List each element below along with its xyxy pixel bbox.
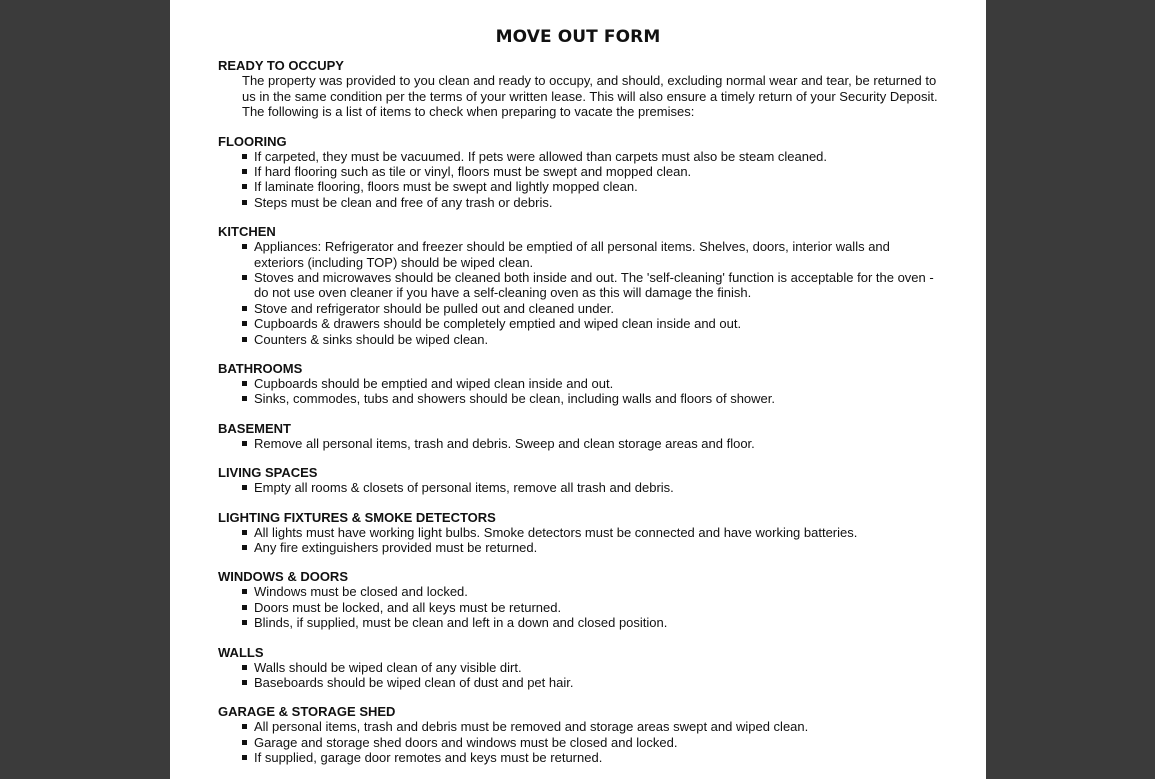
list-item-text: Cupboards & drawers should be completely emptied and wiped clean inside and out. bbox=[254, 316, 742, 332]
list-item bbox=[242, 525, 938, 540]
list-item-text: If supplied, garage door remotes and keys must be returned. bbox=[254, 750, 603, 766]
square-bullet-icon bbox=[242, 244, 247, 249]
list-item bbox=[242, 480, 938, 495]
section bbox=[218, 465, 938, 495]
square-bullet-icon bbox=[242, 337, 247, 342]
section-heading: WINDOWS & DOORS bbox=[218, 569, 348, 585]
list-item bbox=[242, 376, 938, 391]
square-bullet-icon bbox=[242, 154, 247, 159]
section bbox=[218, 645, 938, 691]
list-item bbox=[242, 164, 938, 179]
section bbox=[218, 58, 938, 120]
square-bullet-icon bbox=[242, 169, 247, 174]
list-item-text: If hard flooring such as tile or vinyl, floors must be swept and mopped clean. bbox=[254, 163, 692, 179]
section bbox=[218, 361, 938, 407]
section bbox=[218, 421, 938, 451]
section-heading: BASEMENT bbox=[218, 420, 291, 436]
list-item-text: Walls should be wiped clean of any visible dirt. bbox=[254, 659, 522, 675]
section bbox=[218, 134, 938, 211]
square-bullet-icon bbox=[242, 321, 247, 326]
list-item-text: If carpeted, they must be vacuumed. If pets were allowed than carpets must also be steam cleaned. bbox=[254, 148, 828, 164]
square-bullet-icon bbox=[242, 530, 247, 535]
square-bullet-icon bbox=[242, 306, 247, 311]
list-item bbox=[242, 332, 938, 347]
section bbox=[218, 224, 938, 347]
square-bullet-icon bbox=[242, 740, 247, 745]
list-item bbox=[242, 301, 938, 316]
section bbox=[218, 569, 938, 630]
list-item bbox=[242, 750, 938, 765]
list-item-text: Garage and storage shed doors and windows must be closed and locked. bbox=[254, 734, 678, 750]
list-item bbox=[242, 719, 938, 734]
section-heading: FLOORING bbox=[218, 133, 287, 149]
section bbox=[218, 704, 938, 765]
square-bullet-icon bbox=[242, 620, 247, 625]
page-content bbox=[218, 27, 938, 779]
square-bullet-icon bbox=[242, 485, 247, 490]
list-item bbox=[242, 735, 938, 750]
list-item-text: Remove all personal items, trash and debris. Sweep and clean storage areas and floor. bbox=[254, 435, 755, 451]
list-item bbox=[242, 270, 938, 301]
list-item bbox=[242, 179, 938, 194]
square-bullet-icon bbox=[242, 680, 247, 685]
section-heading: LIVING SPACES bbox=[218, 465, 318, 481]
square-bullet-icon bbox=[242, 396, 247, 401]
section-heading: READY TO OCCUPY bbox=[218, 58, 344, 73]
square-bullet-icon bbox=[242, 441, 247, 446]
list-item bbox=[242, 149, 938, 164]
square-bullet-icon bbox=[242, 724, 247, 729]
list-item-text: Doors must be locked, and all keys must be returned. bbox=[254, 599, 562, 615]
list-item-text: All personal items, trash and debris must be removed and storage areas swept and wiped clean. bbox=[254, 719, 809, 735]
section-heading: LIGHTING FIXTURES & SMOKE DETECTORS bbox=[218, 509, 496, 525]
checklist bbox=[218, 584, 938, 630]
list-item-text: If laminate flooring, floors must be swept and lightly mopped clean. bbox=[254, 179, 638, 195]
list-item bbox=[242, 600, 938, 615]
list-item bbox=[242, 391, 938, 406]
square-bullet-icon bbox=[242, 589, 247, 594]
checklist bbox=[218, 376, 938, 407]
section-heading: GARAGE & STORAGE SHED bbox=[218, 704, 396, 720]
document-page bbox=[170, 0, 986, 779]
checklist bbox=[218, 719, 938, 765]
list-item bbox=[242, 195, 938, 210]
checklist bbox=[218, 525, 938, 556]
section bbox=[218, 510, 938, 556]
list-item-text: Blinds, if supplied, must be clean and left in a down and closed position. bbox=[254, 615, 668, 631]
section-intro-paragraph: The property was provided to you clean and ready to occupy, and should, excluding normal wear and tear, be returned to us in the same condition per the terms of your written lease. This will also ensure a timely return of your Security Deposit. The following is a list of items to check when preparing to vacate the premises: bbox=[242, 73, 938, 119]
list-item-text: Steps must be clean and free of any trash or debris. bbox=[254, 194, 553, 210]
list-item-text: Appliances: Refrigerator and freezer should be emptied of all personal items. Shelves, doors, interior walls and exteriors (including TOP) should be wiped clean. bbox=[254, 239, 890, 270]
list-item-text: Cupboards should be emptied and wiped clean inside and out. bbox=[254, 375, 614, 391]
list-item-text: Counters & sinks should be wiped clean. bbox=[254, 331, 489, 347]
list-item bbox=[242, 239, 938, 270]
list-item-text: Stove and refrigerator should be pulled out and cleaned under. bbox=[254, 300, 614, 316]
list-item-text: Sinks, commodes, tubs and showers should be clean, including walls and floors of shower. bbox=[254, 391, 776, 407]
list-item-text: Windows must be closed and locked. bbox=[254, 584, 468, 600]
square-bullet-icon bbox=[242, 755, 247, 760]
list-item-text: Baseboards should be wiped clean of dust and pet hair. bbox=[254, 675, 574, 691]
sections-container bbox=[218, 58, 938, 766]
list-item-text: Stoves and microwaves should be cleaned both inside and out. The 'self-cleaning' function is acceptable for the oven - do not use oven cleaner if you have a self-cleaning oven as this will damage the finish. bbox=[254, 269, 934, 301]
square-bullet-icon bbox=[242, 275, 247, 280]
list-item bbox=[242, 660, 938, 675]
list-item-text: All lights must have working light bulbs. Smoke detectors must be connected and have working batteries. bbox=[254, 524, 858, 540]
list-item-text: Any fire extinguishers provided must be returned. bbox=[254, 540, 538, 555]
list-item bbox=[242, 675, 938, 690]
document-title: MOVE OUT FORM bbox=[495, 27, 661, 47]
list-item-text: Empty all rooms & closets of personal items, remove all trash and debris. bbox=[254, 480, 674, 496]
list-item bbox=[242, 584, 938, 599]
list-item bbox=[242, 615, 938, 630]
square-bullet-icon bbox=[242, 605, 247, 610]
list-item bbox=[242, 540, 938, 555]
checklist bbox=[218, 436, 938, 451]
square-bullet-icon bbox=[242, 545, 247, 550]
checklist bbox=[218, 239, 938, 347]
list-item bbox=[242, 316, 938, 331]
square-bullet-icon bbox=[242, 665, 247, 670]
square-bullet-icon bbox=[242, 381, 247, 386]
section-heading: WALLS bbox=[218, 644, 264, 660]
section-heading: BATHROOMS bbox=[218, 360, 303, 376]
section-heading: KITCHEN bbox=[218, 224, 276, 240]
checklist bbox=[218, 660, 938, 691]
checklist bbox=[218, 149, 938, 211]
square-bullet-icon bbox=[242, 184, 247, 189]
square-bullet-icon bbox=[242, 200, 247, 205]
list-item bbox=[242, 436, 938, 451]
checklist bbox=[218, 480, 938, 495]
